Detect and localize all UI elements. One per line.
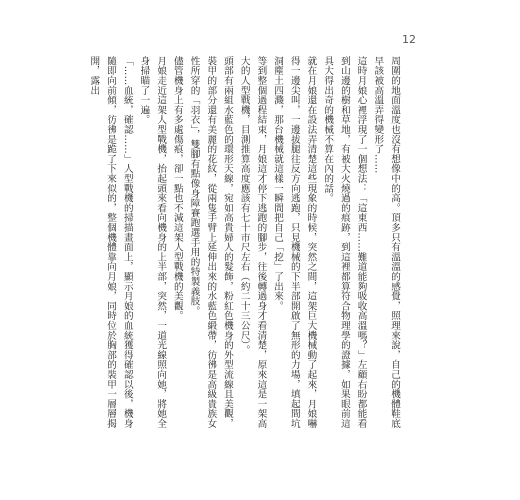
vertical-text-body — [85, 56, 402, 431]
paragraph-2: 這時月娘心裡浮現了一個想法：「這東西……難道能夠吸收高溫嗎？」左顧右盼都能看到山邊的樹和草地，有被大火燒過的痕跡，到這裡都算符合物理學的證據，如果眼前這具大得出奇的機械不算在內的話。 — [322, 56, 367, 429]
paragraph-5: 頭部有兩組水藍色的環形天線，宛如高貴婦人的髮飾，粉紅色機身的外型流線且美觀，裝甲的部分還有美麗的花紋，從兩隻手臂上延伸出來的水藍色緞帶，彷彿是高級貴族女性所穿的「羽衣」，雙腳有點像身障賽跑選手用的特製義肢。 — [188, 56, 233, 429]
paragraph-7: 月娘走近這架人型戰機，抬起頭來看向機身的上半部，突然，一道光線照向她，將她全身掃瞄了一遍。 — [138, 56, 167, 429]
paragraph-3: 就在月娘還在設法弄清楚這些現象的時候，突然之間，這架巨大機械動了起來，月娘嚇得一邊尖叫，一邊拔腿往反方向逃跑，只見機械的下半部開啟了無形的力場，填起間坑洞塵土四濺，那台機械就這樣一瞬間把自己「挖」了出來。 — [272, 56, 317, 429]
paragraph-1: 周圍的地面溫度也沒有想像中的高。頂多只有溫溫的感覺，照理來說，自己的機體鞋底早該被高溫弄得變形了…… — [372, 56, 400, 429]
paragraph-8: 「……血統，確認……」人型戰機的掃描畫面上，顯示月娘的血統獲得確認以後，機身隨即向前傾，彷彿是跪了下來似的，整個機體靠向月娘，同時位於胸部的裝甲一層層揭開，露出 — [88, 56, 133, 429]
paragraph-6: 儘管機身上有多處傷痕，卻一點也不減這架人型戰機的美觀。 — [171, 56, 183, 321]
paragraph-4: 等到整個過程結束，月娘這才停下逃跑的腳步，往後轉過身才看清楚，原來這是一架高大的人型戰機，目測推算高度應該有七十市尺左右（約二十三公尺）。 — [238, 56, 267, 429]
page-number: 12 — [402, 33, 416, 46]
